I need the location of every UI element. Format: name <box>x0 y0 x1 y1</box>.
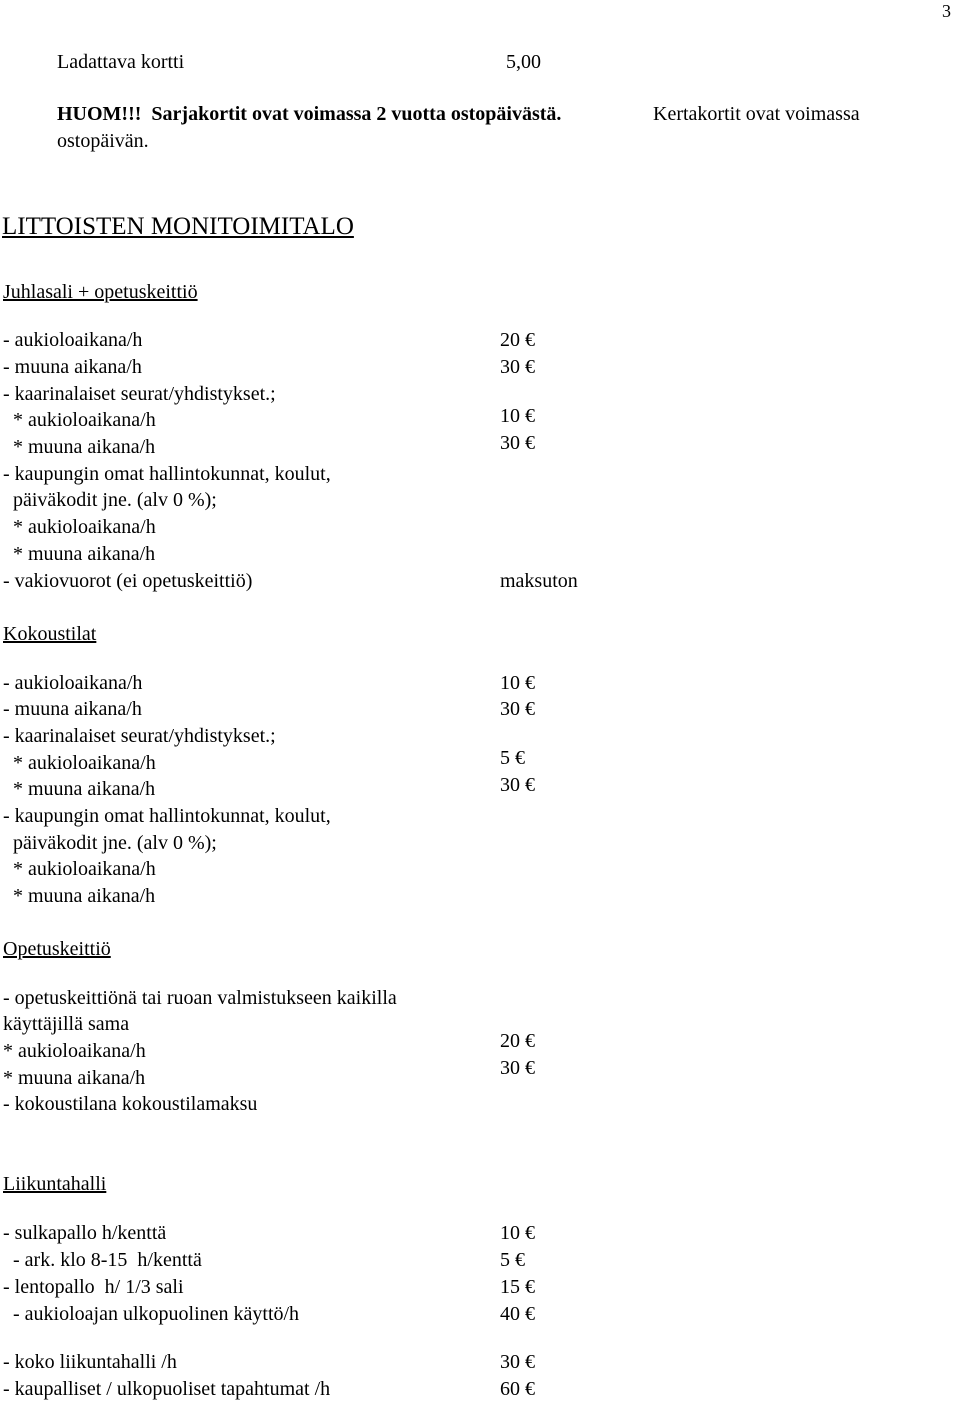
list-item-label: * muuna aikana/h <box>3 1067 146 1089</box>
list-item-label: * muuna aikana/h <box>3 778 156 800</box>
list-item-price: maksuton <box>500 570 578 592</box>
list-item-label: - ark. klo 8-15 h/kenttä <box>3 1249 202 1271</box>
list-item-price: 30 € <box>500 432 535 454</box>
list-item-price: 10 € <box>500 1222 535 1244</box>
list-item-label: * muuna aikana/h <box>3 436 156 458</box>
list-item-label: * muuna aikana/h <box>3 543 156 565</box>
list-item-label: * muuna aikana/h <box>3 885 156 907</box>
list-item-label: - aukioloajan ulkopuolinen käyttö/h <box>3 1303 300 1325</box>
main-title: LITTOISTEN MONITOIMITALO <box>2 213 354 240</box>
list-item-label: - opetuskeittiönä tai ruoan valmistukseen kaikilla <box>3 987 397 1009</box>
list-item-label: - kaarinalaiset seurat/yhdistykset.; <box>3 725 276 747</box>
list-item-label: - kaupungin omat hallintokunnat, koulut, <box>3 805 331 827</box>
list-item-price: 30 € <box>500 774 535 796</box>
list-item-price: 30 € <box>500 698 535 720</box>
list-item-price: 10 € <box>500 672 535 694</box>
list-item-price: 15 € <box>500 1276 535 1298</box>
top-item-label: Ladattava kortti <box>57 51 185 73</box>
list-item-label: - aukioloaikana/h <box>3 329 143 351</box>
section-heading-liikuntahalli: Liikuntahalli <box>3 1173 107 1195</box>
list-item-price: 20 € <box>500 329 535 351</box>
section-heading-kokoustilat: Kokoustilat <box>3 623 97 645</box>
list-item-label: * aukioloaikana/h <box>3 752 156 774</box>
list-item-label: - kokoustilana kokoustilamaksu <box>3 1093 258 1115</box>
list-item-label: - koko liikuntahalli /h <box>3 1351 177 1373</box>
list-item-label: - vakiovuorot (ei opetuskeittiö) <box>3 570 253 592</box>
list-item-price: 30 € <box>500 1057 535 1079</box>
list-item-label: * aukioloaikana/h <box>3 858 156 880</box>
list-item-price: 30 € <box>500 1351 535 1373</box>
section-heading-juhlasali: Juhlasali + opetuskeittiö <box>3 281 198 303</box>
note-rest: Kertakortit ovat voimassa <box>653 103 860 125</box>
list-item-price: 20 € <box>500 1030 535 1052</box>
list-item-label: käyttäjillä sama <box>3 1013 130 1035</box>
list-item-label: - lentopallo h/ 1/3 sali <box>3 1276 184 1298</box>
list-item-price: 30 € <box>500 356 535 378</box>
list-item-price: 5 € <box>500 1249 525 1271</box>
list-item-label: päiväkodit jne. (alv 0 %); <box>3 489 217 511</box>
list-item-label: - muuna aikana/h <box>3 356 142 378</box>
list-item-price: 10 € <box>500 405 535 427</box>
section-heading-opetuskeittio: Opetuskeittiö <box>3 938 111 960</box>
page-number: 3 <box>942 1 951 21</box>
list-item-price: 60 € <box>500 1378 535 1400</box>
list-item-label: * aukioloaikana/h <box>3 1040 146 1062</box>
list-item-label: * aukioloaikana/h <box>3 516 156 538</box>
list-item-label: päiväkodit jne. (alv 0 %); <box>3 832 217 854</box>
note-line2: ostopäivän. <box>57 130 149 152</box>
list-item-price: 5 € <box>500 747 525 769</box>
list-item-label: - kaarinalaiset seurat/yhdistykset.; <box>3 383 276 405</box>
list-item-label: - aukioloaikana/h <box>3 672 143 694</box>
list-item-label: - kaupalliset / ulkopuoliset tapahtumat /h <box>3 1378 331 1400</box>
note-bold: HUOM!!! Sarjakortit ovat voimassa 2 vuotta ostopäivästä. <box>57 103 562 125</box>
list-item-label: - kaupungin omat hallintokunnat, koulut, <box>3 463 331 485</box>
list-item-label: - sulkapallo h/kenttä <box>3 1222 167 1244</box>
list-item-label: - muuna aikana/h <box>3 698 142 720</box>
top-item-price: 5,00 <box>506 51 541 73</box>
list-item-label: * aukioloaikana/h <box>3 409 156 431</box>
list-item-price: 40 € <box>500 1303 535 1325</box>
